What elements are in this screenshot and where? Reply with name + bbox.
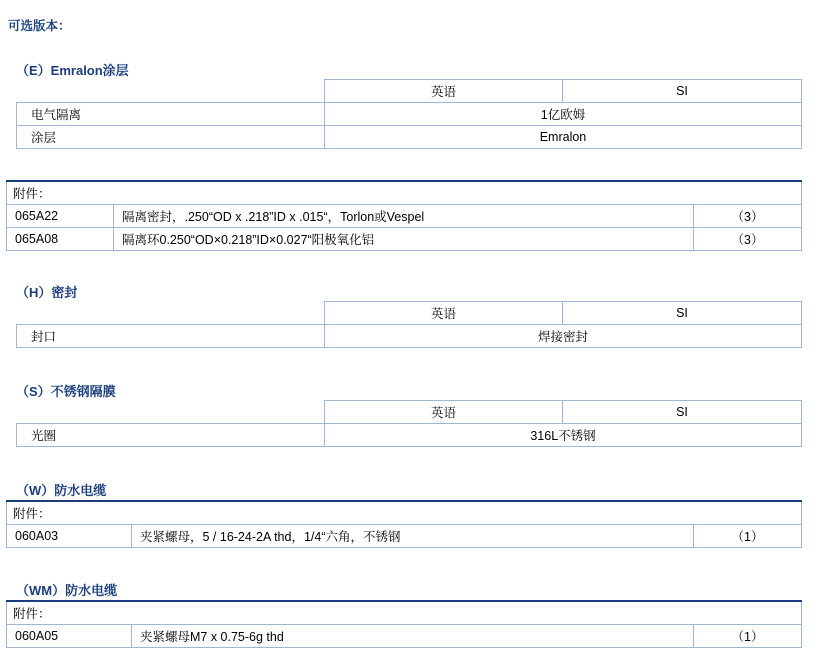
accessory-table-waterproof-cable-wm <box>6 600 802 648</box>
spec-header-si: SI <box>563 302 802 325</box>
section-heading-emralon: （E）Emralon涂层 <box>16 63 129 78</box>
section-heading-waterproof-cable-wm: （WM）防水电缆 <box>16 583 118 598</box>
section-heading-stainless-diaphragm: （S）不锈钢隔膜 <box>16 384 116 399</box>
accessory-header: 附件： <box>7 601 802 625</box>
table-row <box>7 228 802 251</box>
spec-table-stainless-diaphragm <box>16 400 802 447</box>
table-row <box>7 625 802 648</box>
spec-value: Emralon <box>325 126 802 149</box>
table-row <box>7 181 802 205</box>
spec-label: 光圈 <box>17 424 325 447</box>
table-row <box>7 525 802 548</box>
table-row <box>17 424 802 447</box>
spec-header-blank <box>17 80 325 103</box>
accessory-desc: 隔离环0.250“OD×0.218”ID×0.027“阳极氧化铝 <box>114 228 694 251</box>
accessory-table-emralon <box>6 180 802 251</box>
accessory-code: 060A03 <box>7 525 132 548</box>
accessory-table-waterproof-cable-w <box>6 500 802 548</box>
table-row <box>17 103 802 126</box>
spec-header-si: SI <box>563 80 802 103</box>
spec-table-seal <box>16 301 802 348</box>
accessory-header: 附件： <box>7 501 802 525</box>
spec-table-emralon <box>16 79 802 149</box>
spec-label: 电气隔离 <box>17 103 325 126</box>
table-row <box>7 205 802 228</box>
section-heading-waterproof-cable-w: （W）防水电缆 <box>16 483 107 498</box>
table-row <box>17 126 802 149</box>
accessory-note: （1） <box>694 625 802 648</box>
accessory-note: （3） <box>694 228 802 251</box>
accessory-desc: 夹紧螺母M7 x 0.75-6g thd <box>132 625 694 648</box>
accessory-note: （3） <box>694 205 802 228</box>
accessory-code: 065A22 <box>7 205 114 228</box>
table-row <box>7 501 802 525</box>
spec-label: 封口 <box>17 325 325 348</box>
spec-header-blank <box>17 302 325 325</box>
spec-value: 焊接密封 <box>325 325 802 348</box>
table-row <box>17 80 802 103</box>
spec-label: 涂层 <box>17 126 325 149</box>
accessory-note: （1） <box>694 525 802 548</box>
spec-value: 316L不锈钢 <box>325 424 802 447</box>
accessory-code: 060A05 <box>7 625 132 648</box>
table-row <box>7 601 802 625</box>
page-title: 可选版本： <box>8 19 71 33</box>
spec-value: 1亿欧姆 <box>325 103 802 126</box>
accessory-desc: 夹紧螺母，5 / 16-24-2A thd，1/4“六角，不锈钢 <box>132 525 694 548</box>
table-row <box>17 401 802 424</box>
spec-header-blank <box>17 401 325 424</box>
accessory-desc: 隔离密封，.250“OD x .218”ID x .015“，Torlon或Vespel <box>114 205 694 228</box>
accessory-header: 附件： <box>7 181 802 205</box>
table-row <box>17 325 802 348</box>
accessory-code: 065A08 <box>7 228 114 251</box>
spec-header-si: SI <box>563 401 802 424</box>
spec-header-english: 英语 <box>325 302 563 325</box>
spec-header-english: 英语 <box>325 80 563 103</box>
section-heading-seal: （H）密封 <box>16 285 78 300</box>
table-row <box>17 302 802 325</box>
spec-header-english: 英语 <box>325 401 563 424</box>
